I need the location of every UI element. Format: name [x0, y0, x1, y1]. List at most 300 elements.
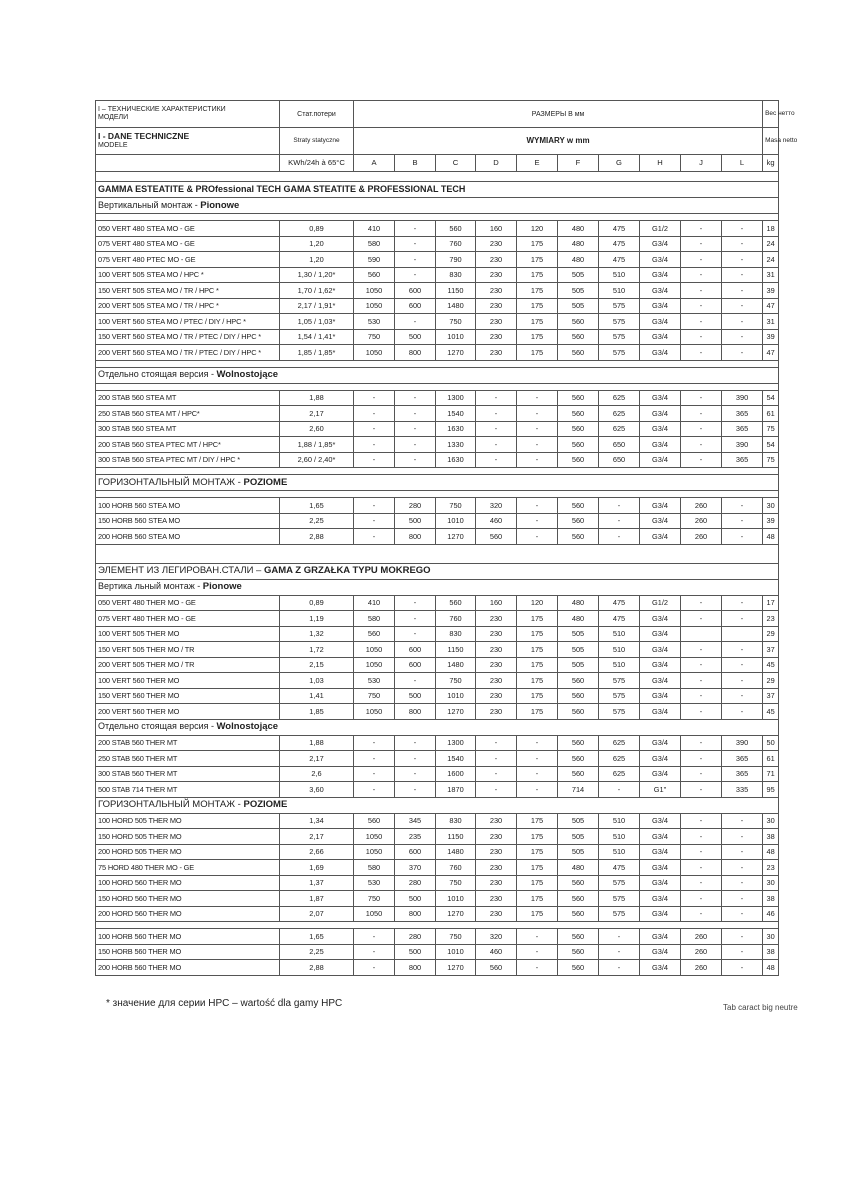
value-cell: 560 — [558, 735, 599, 751]
col-j: J — [681, 155, 722, 172]
value-cell: 1050 — [354, 642, 395, 658]
section-label-ru: Отдельно стоящая версия — [98, 369, 209, 380]
value-cell: 0,89 — [280, 595, 354, 611]
value-cell: 830 — [436, 626, 476, 642]
value-cell: 1,37 — [280, 875, 354, 891]
value-cell: 48 — [763, 844, 779, 860]
value-cell: - — [681, 829, 722, 845]
value-cell: - — [722, 673, 763, 689]
value-cell: 1870 — [436, 782, 476, 798]
value-cell: 260 — [681, 513, 722, 529]
value-cell: 625 — [599, 766, 640, 782]
value-cell: 560 — [558, 704, 599, 720]
table-row — [96, 421, 779, 437]
table-row — [96, 929, 779, 945]
value-cell: 1150 — [436, 283, 476, 299]
value-cell: - — [395, 626, 436, 642]
value-cell: 560 — [558, 891, 599, 907]
value-cell: 760 — [436, 611, 476, 627]
table-row — [96, 329, 779, 345]
value-cell: 1540 — [436, 751, 476, 767]
value-cell: 280 — [395, 929, 436, 945]
value-cell: 230 — [476, 329, 517, 345]
value-cell: 175 — [517, 329, 558, 345]
value-cell: 1270 — [436, 345, 476, 361]
value-cell: 365 — [722, 406, 763, 422]
value-cell: - — [722, 906, 763, 922]
section-label-row: ГОРИЗОНТАЛЬНЫЙ МОНТАЖ - POZIOME — [96, 475, 779, 491]
value-cell: - — [722, 529, 763, 545]
value-cell: 500 — [395, 688, 436, 704]
section-label-pl: Wolnostojące — [216, 721, 279, 733]
value-cell: 560 — [476, 960, 517, 976]
value-cell: 410 — [354, 595, 395, 611]
value-cell: - — [354, 529, 395, 545]
value-cell: G3/4 — [640, 437, 681, 453]
value-cell: 39 — [763, 283, 779, 299]
value-cell: 560 — [558, 944, 599, 960]
value-cell: 260 — [681, 529, 722, 545]
value-cell: 500 — [395, 891, 436, 907]
ru-losses: Стат.потери — [280, 101, 354, 128]
value-cell: 475 — [599, 221, 640, 237]
value-cell: G3/4 — [640, 236, 681, 252]
value-cell: 560 — [558, 929, 599, 945]
value-cell: - — [395, 673, 436, 689]
value-cell: 560 — [354, 267, 395, 283]
value-cell: - — [354, 944, 395, 960]
value-cell: 1,03 — [280, 673, 354, 689]
section-label-pl: POZIOME — [243, 799, 288, 811]
section-label-row: Отдельно стоящая версия - Wolnostojące — [96, 719, 779, 735]
value-cell: 460 — [476, 944, 517, 960]
model-cell: 150 VERT 505 STEA MO / TR / HPC * — [96, 283, 280, 299]
model-cell: 200 STAB 560 THER MT — [96, 735, 280, 751]
model-cell: 200 HORD 560 THER MO — [96, 906, 280, 922]
value-cell: - — [722, 345, 763, 361]
model-cell: 100 VERT 505 THER MO — [96, 626, 280, 642]
value-cell: 800 — [395, 529, 436, 545]
value-cell: - — [681, 314, 722, 330]
value-cell: - — [722, 704, 763, 720]
value-cell: 54 — [763, 437, 779, 453]
value-cell: 560 — [558, 498, 599, 514]
value-cell: 560 — [558, 906, 599, 922]
value-cell: 600 — [395, 657, 436, 673]
value-cell: - — [395, 221, 436, 237]
value-cell: 750 — [436, 314, 476, 330]
value-cell: 1,88 / 1,85* — [280, 437, 354, 453]
value-cell: 530 — [354, 875, 395, 891]
table-row — [96, 657, 779, 673]
value-cell: 505 — [558, 626, 599, 642]
table-row — [96, 766, 779, 782]
value-cell: G3/4 — [640, 390, 681, 406]
value-cell: - — [599, 513, 640, 529]
value-cell: 2,60 — [280, 421, 354, 437]
value-cell: G3/4 — [640, 813, 681, 829]
table-row — [96, 626, 779, 642]
pl-dims: WYMIARY w mm — [354, 128, 763, 155]
value-cell: 3,60 — [280, 782, 354, 798]
value-cell: - — [681, 329, 722, 345]
value-cell: 175 — [517, 626, 558, 642]
section-label-ru: Отдельно стоящая версия — [98, 721, 209, 732]
value-cell: 175 — [517, 844, 558, 860]
value-cell: G3/4 — [640, 252, 681, 268]
value-cell: - — [354, 390, 395, 406]
value-cell: 175 — [517, 657, 558, 673]
table-row — [96, 751, 779, 767]
value-cell: G3/4 — [640, 529, 681, 545]
value-cell: - — [722, 329, 763, 345]
section-label-ru: ГОРИЗОНТАЛЬНЫЙ МОНТАЖ — [98, 476, 236, 488]
value-cell: G1/2 — [640, 595, 681, 611]
section-label-ru: ГОРИЗОНТАЛЬНЫЙ МОНТАЖ — [98, 799, 236, 811]
unit-weight: kg — [763, 155, 779, 172]
value-cell: 1050 — [354, 298, 395, 314]
value-cell: 480 — [558, 236, 599, 252]
value-cell: 47 — [763, 345, 779, 361]
value-cell: - — [681, 673, 722, 689]
header-row-pl — [96, 128, 779, 155]
value-cell: G3/4 — [640, 704, 681, 720]
value-cell: 505 — [558, 657, 599, 673]
col-g: G — [599, 155, 640, 172]
group-title: GAMMA ESTEATITE & PROfessional TECH GAMA STEATITE & PROFESSIONAL TECH — [98, 184, 466, 194]
value-cell: G3/4 — [640, 906, 681, 922]
value-cell: 1050 — [354, 704, 395, 720]
value-cell: 625 — [599, 751, 640, 767]
value-cell: - — [722, 611, 763, 627]
model-cell: 150 HORB 560 STEA MO — [96, 513, 280, 529]
value-cell: - — [395, 751, 436, 767]
model-cell: 200 VERT 505 STEA MO / TR / HPC * — [96, 298, 280, 314]
value-cell: 800 — [395, 704, 436, 720]
value-cell: G3/4 — [640, 298, 681, 314]
value-cell: - — [517, 766, 558, 782]
value-cell: 390 — [722, 735, 763, 751]
value-cell: - — [722, 298, 763, 314]
value-cell: 480 — [558, 252, 599, 268]
value-cell: - — [354, 498, 395, 514]
value-cell: - — [517, 735, 558, 751]
value-cell: - — [681, 298, 722, 314]
value-cell: 160 — [476, 595, 517, 611]
table-row — [96, 735, 779, 751]
table-row — [96, 437, 779, 453]
section-label-row: Вертика льный монтаж - Pionowe — [96, 579, 779, 595]
value-cell: - — [395, 421, 436, 437]
value-cell: 1270 — [436, 704, 476, 720]
model-cell: 500 STAB 714 THER MT — [96, 782, 280, 798]
value-cell: 175 — [517, 283, 558, 299]
section-label-ru: Вертикальный монтаж — [98, 199, 193, 210]
value-cell: - — [476, 782, 517, 798]
table-row — [96, 252, 779, 268]
model-cell: 100 HORB 560 STEA MO — [96, 498, 280, 514]
value-cell: 1,88 — [280, 735, 354, 751]
value-cell: - — [354, 437, 395, 453]
value-cell: 175 — [517, 891, 558, 907]
value-cell: 1,32 — [280, 626, 354, 642]
table-row — [96, 844, 779, 860]
table-row — [96, 406, 779, 422]
value-cell: 175 — [517, 813, 558, 829]
value-cell: 48 — [763, 529, 779, 545]
model-cell: 150 HORD 560 THER MO — [96, 891, 280, 907]
value-cell: 175 — [517, 267, 558, 283]
value-cell: 560 — [558, 875, 599, 891]
ru-dims: РАЗМЕРЫ В мм — [354, 101, 763, 128]
col-f: F — [558, 155, 599, 172]
value-cell: 1,20 — [280, 252, 354, 268]
ru-weight: Вес нетто — [763, 101, 779, 128]
value-cell: 1,69 — [280, 860, 354, 876]
value-cell: 530 — [354, 314, 395, 330]
model-cell: 100 HORB 560 THER MO — [96, 929, 280, 945]
value-cell: - — [722, 844, 763, 860]
value-cell: 505 — [558, 267, 599, 283]
value-cell: G3/4 — [640, 498, 681, 514]
model-cell: 075 VERT 480 PTEC MO - GE — [96, 252, 280, 268]
value-cell: 0,89 — [280, 221, 354, 237]
table-row — [96, 688, 779, 704]
value-cell: - — [517, 929, 558, 945]
group-title-row — [96, 182, 779, 198]
value-cell: 480 — [558, 611, 599, 627]
value-cell: - — [681, 345, 722, 361]
value-cell: 1010 — [436, 513, 476, 529]
value-cell: 30 — [763, 875, 779, 891]
table-row — [96, 267, 779, 283]
value-cell: - — [395, 452, 436, 468]
model-cell: 150 VERT 560 THER MO — [96, 688, 280, 704]
value-cell: 39 — [763, 513, 779, 529]
value-cell: 575 — [599, 875, 640, 891]
value-cell: 505 — [558, 829, 599, 845]
model-cell: 100 VERT 505 STEA MO / HPC * — [96, 267, 280, 283]
value-cell: - — [395, 406, 436, 422]
section-label-pl: Pionowe — [200, 199, 240, 211]
value-cell: - — [681, 390, 722, 406]
model-cell: 200 STAB 560 STEA PTEC MT / HPC* — [96, 437, 280, 453]
value-cell: - — [354, 735, 395, 751]
model-cell: 300 STAB 560 THER MT — [96, 766, 280, 782]
value-cell: 505 — [558, 813, 599, 829]
value-cell: - — [517, 960, 558, 976]
value-cell: 365 — [722, 452, 763, 468]
value-cell: G3/4 — [640, 673, 681, 689]
spacer-row — [96, 544, 779, 554]
value-cell: G3/4 — [640, 314, 681, 330]
value-cell: 1,65 — [280, 498, 354, 514]
value-cell: G3/4 — [640, 626, 681, 642]
value-cell: 175 — [517, 688, 558, 704]
value-cell: - — [681, 735, 722, 751]
value-cell: 560 — [558, 437, 599, 453]
value-cell: - — [517, 529, 558, 545]
value-cell: 510 — [599, 813, 640, 829]
value-cell: 30 — [763, 498, 779, 514]
value-cell: G3/4 — [640, 735, 681, 751]
value-cell: 510 — [599, 626, 640, 642]
value-cell: 625 — [599, 735, 640, 751]
value-cell: 1010 — [436, 944, 476, 960]
value-cell: G3/4 — [640, 929, 681, 945]
value-cell: 575 — [599, 298, 640, 314]
value-cell: G3/4 — [640, 657, 681, 673]
value-cell: 1,85 — [280, 704, 354, 720]
value-cell: 230 — [476, 267, 517, 283]
table-row — [96, 529, 779, 545]
value-cell: 560 — [436, 595, 476, 611]
value-cell: 230 — [476, 673, 517, 689]
value-cell: 460 — [476, 513, 517, 529]
value-cell: - — [476, 406, 517, 422]
value-cell: 575 — [599, 314, 640, 330]
value-cell: - — [476, 751, 517, 767]
value-cell: 1300 — [436, 735, 476, 751]
value-cell: - — [681, 437, 722, 453]
value-cell: 260 — [681, 960, 722, 976]
model-cell: 100 VERT 560 STEA MO / PTEC / DIY / HPC * — [96, 314, 280, 330]
value-cell: 510 — [599, 642, 640, 658]
value-cell: 175 — [517, 673, 558, 689]
value-cell: G3/4 — [640, 960, 681, 976]
value-cell: 475 — [599, 236, 640, 252]
value-cell: 475 — [599, 860, 640, 876]
value-cell: - — [722, 252, 763, 268]
value-cell: G3/4 — [640, 944, 681, 960]
value-cell: 2,15 — [280, 657, 354, 673]
value-cell: - — [354, 782, 395, 798]
value-cell: - — [517, 498, 558, 514]
spacer-row — [96, 383, 779, 390]
value-cell: 365 — [722, 421, 763, 437]
value-cell: 175 — [517, 298, 558, 314]
value-cell: 1480 — [436, 844, 476, 860]
value-cell: 560 — [558, 513, 599, 529]
value-cell: 280 — [395, 875, 436, 891]
model-cell: 150 VERT 505 THER MO / TR — [96, 642, 280, 658]
value-cell: - — [517, 751, 558, 767]
value-cell: - — [476, 735, 517, 751]
value-cell: 480 — [558, 595, 599, 611]
value-cell: 500 — [395, 329, 436, 345]
value-cell: 475 — [599, 595, 640, 611]
value-cell: 160 — [476, 221, 517, 237]
section-label-pl: Pionowe — [202, 581, 242, 593]
value-cell: 480 — [558, 221, 599, 237]
value-cell: 75 — [763, 421, 779, 437]
value-cell: 2,17 — [280, 406, 354, 422]
value-cell: 2,88 — [280, 960, 354, 976]
group-title-ru: ЭЛЕМЕНТ ИЗ ЛЕГИРОВАН.СТАЛИ — [98, 565, 254, 577]
col-l: L — [722, 155, 763, 172]
value-cell: G1" — [640, 782, 681, 798]
value-cell: - — [395, 595, 436, 611]
value-cell: 560 — [558, 314, 599, 330]
value-cell: 175 — [517, 906, 558, 922]
value-cell: G3/4 — [640, 421, 681, 437]
value-cell: 1630 — [436, 421, 476, 437]
value-cell: 1600 — [436, 766, 476, 782]
value-cell: 1,65 — [280, 929, 354, 945]
value-cell: 260 — [681, 929, 722, 945]
value-cell: - — [517, 437, 558, 453]
unit-losses: KWh/24h à 65°C — [280, 155, 354, 172]
value-cell: - — [354, 929, 395, 945]
model-cell: 200 VERT 560 THER MO — [96, 704, 280, 720]
value-cell: G3/4 — [640, 844, 681, 860]
value-cell: - — [681, 236, 722, 252]
model-cell: 200 VERT 560 STEA MO / TR / PTEC / DIY / HPC * — [96, 345, 280, 361]
value-cell: 560 — [558, 390, 599, 406]
value-cell: - — [354, 766, 395, 782]
value-cell: - — [517, 513, 558, 529]
value-cell: 1150 — [436, 829, 476, 845]
value-cell: - — [681, 452, 722, 468]
table-row — [96, 829, 779, 845]
value-cell: 230 — [476, 298, 517, 314]
value-cell: 235 — [395, 829, 436, 845]
value-cell: 510 — [599, 829, 640, 845]
col-h: H — [640, 155, 681, 172]
value-cell: 30 — [763, 813, 779, 829]
value-cell: - — [722, 657, 763, 673]
value-cell: - — [722, 267, 763, 283]
value-cell: 175 — [517, 345, 558, 361]
value-cell: 560 — [558, 751, 599, 767]
value-cell: 1,85 / 1,85* — [280, 345, 354, 361]
value-cell: 50 — [763, 735, 779, 751]
header-row-ru — [96, 101, 779, 128]
value-cell: 600 — [395, 298, 436, 314]
value-cell: 475 — [599, 252, 640, 268]
footnote: * значение для серии HPC – wartość dla gamy HPC — [106, 998, 343, 1009]
value-cell: 23 — [763, 611, 779, 627]
value-cell: 390 — [722, 390, 763, 406]
value-cell: 575 — [599, 673, 640, 689]
section-label-pl: POZIOME — [243, 476, 288, 488]
value-cell: 1330 — [436, 437, 476, 453]
value-cell: 650 — [599, 452, 640, 468]
col-d: D — [476, 155, 517, 172]
value-cell: 29 — [763, 626, 779, 642]
value-cell: - — [722, 236, 763, 252]
section-label-ru: Вертика льный монтаж — [98, 581, 195, 592]
value-cell: 175 — [517, 704, 558, 720]
table-row — [96, 498, 779, 514]
value-cell: 575 — [599, 345, 640, 361]
value-cell: 830 — [436, 813, 476, 829]
value-cell: 230 — [476, 657, 517, 673]
value-cell: 1010 — [436, 891, 476, 907]
value-cell: - — [599, 498, 640, 514]
value-cell: 1,70 / 1,62* — [280, 283, 354, 299]
value-cell: 790 — [436, 252, 476, 268]
value-cell: 600 — [395, 844, 436, 860]
value-cell: - — [722, 498, 763, 514]
value-cell: 365 — [722, 766, 763, 782]
value-cell: 560 — [558, 421, 599, 437]
value-cell: - — [517, 452, 558, 468]
value-cell: - — [395, 782, 436, 798]
value-cell: 590 — [354, 252, 395, 268]
value-cell: G1/2 — [640, 221, 681, 237]
pl-title-line1: I - DANE TECHNICZNE — [98, 130, 190, 141]
